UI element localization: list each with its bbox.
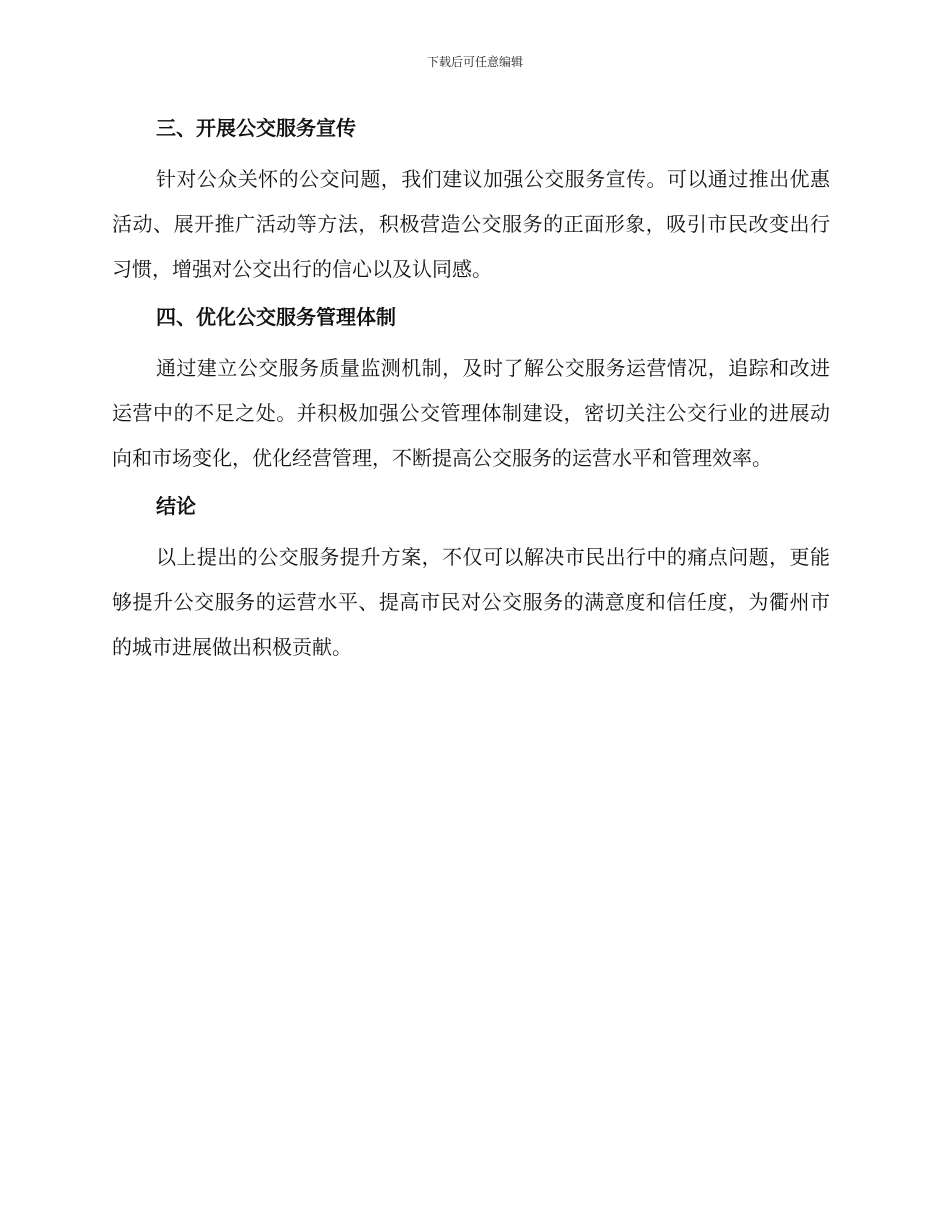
section-heading-conclusion: 结论 [156, 494, 196, 518]
section-heading-publicity: 三、开展公交服务宣传 [156, 116, 356, 140]
page-header: 下载后可任意编辑 [426, 55, 523, 69]
section-heading-management: 四、优化公交服务管理体制 [156, 305, 396, 329]
section-paragraph-publicity: 针对公众关怀的公交问题，我们建议加强公交服务宣传。可以通过推出优惠活动、展开推广活动等方法，积极营造公交服务的正面形象，吸引市民改变出行习惯，增强对公交出行的信心以及认同感。 [112, 167, 830, 281]
document-body [112, 112, 830, 670]
section-paragraph-conclusion: 以上提出的公交服务提升方案，不仅可以解决市民出行中的痛点问题，更能够提升公交服务的运营水平、提高市民对公交服务的满意度和信任度，为衢州市的城市进展做出积极贡献。 [112, 545, 830, 659]
section-paragraph-management: 通过建立公交服务质量监测机制，及时了解公交服务运营情况，追踪和改进运营中的不足之处。并积极加强公交管理体制建设，密切关注公交行业的进展动向和市场变化，优化经营管理，不断提高公交服务的运营水平和管理效率。 [112, 356, 830, 470]
